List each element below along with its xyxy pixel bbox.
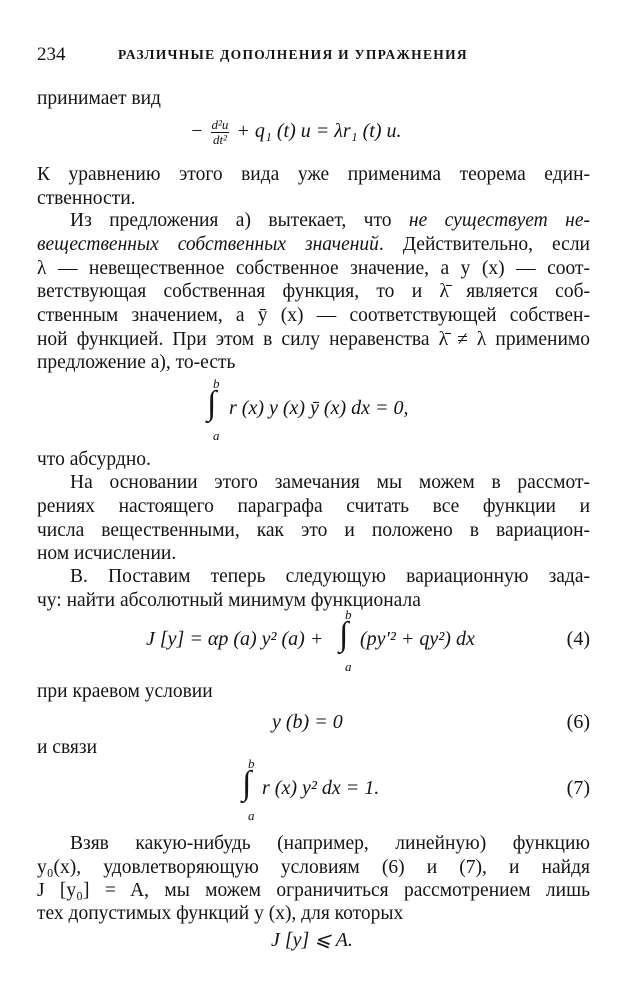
text-line: и связи <box>37 737 98 758</box>
emphasis-text: не существует не- <box>408 210 590 231</box>
minus-sign: − <box>190 120 204 143</box>
fraction-numerator: d²u <box>211 117 229 132</box>
text-line: чу: найти абсолютный минимум функционала <box>37 590 421 611</box>
integral-lower-limit: a <box>345 659 352 674</box>
integral-body: r (x) y (x) ȳ (x) dx = 0, <box>229 397 409 419</box>
text-span: Из предложения а) вытекает, что <box>70 210 409 231</box>
equation-4 <box>146 603 506 673</box>
equation-number: (4) <box>566 628 590 650</box>
integral-body: r (x) y² dx = 1. <box>262 777 380 799</box>
text-line: рениях настоящего параграфа считать все функции и <box>37 496 590 517</box>
integral-lower-limit: a <box>213 428 220 443</box>
text-line <box>70 209 590 233</box>
text-line: ной функцией. При этом в силу неравенства λ̄ ≠ λ применимо <box>37 329 590 350</box>
text-line: ственности. <box>37 188 136 209</box>
emphasis-text: вещественных собственных значений <box>37 234 379 255</box>
fraction-denominator: dt² <box>212 132 227 147</box>
running-title: РАЗЛИЧНЫЕ ДОПОЛНЕНИЯ И УПРАЖНЕНИЯ <box>118 47 468 62</box>
text-line: На основании этого замечания мы можем в рассмот- <box>70 472 590 493</box>
equation-rhs: + q₁ (t) u = λr₁ (t) u. <box>236 120 402 143</box>
text-line: ственным значением, а ȳ (x) — соответствующей собствен- <box>37 305 590 326</box>
integrand: (py′² + qy²) dx <box>360 628 475 650</box>
page-number: 234 <box>37 44 66 65</box>
text-line: ном исчислении. <box>37 543 177 564</box>
text-line: В. Поставим теперь следующую вариационную зада- <box>70 566 590 587</box>
text-line: λ — невещественное собственное значение, а y (x) — соот- <box>37 258 590 279</box>
text-line: y₀(x), удовлетворяющую условиям (6) и (7), и найдя <box>37 857 590 878</box>
equation-2 <box>205 372 435 442</box>
equation-6: y (b) = 0 <box>272 711 343 733</box>
equation-number: (7) <box>566 777 590 799</box>
functional-lhs: J [y] = αp (a) y² (a) + <box>146 628 324 650</box>
equation-number: (6) <box>566 711 590 733</box>
integral-lower-limit: a <box>248 808 255 823</box>
equation-1 <box>190 118 402 147</box>
text-line: предложение а), то-есть <box>37 352 236 373</box>
integral-sign: ∫ <box>242 765 252 802</box>
text-line: тех допустимых функций y (x), для которых <box>37 903 404 924</box>
text-line <box>37 233 590 257</box>
text-line: J [y₀] = A, мы можем ограничиться рассмотрением лишь <box>37 880 590 901</box>
integral-sign: ∫ <box>207 385 217 422</box>
text-line: принимает вид <box>37 88 161 109</box>
text-line: числа вещественными, как это и положено в вариацион- <box>37 520 590 541</box>
equation-8: J [y] ⩽ A. <box>271 929 353 951</box>
derivative-fraction <box>211 118 230 147</box>
integral-upper-limit: b <box>213 376 220 391</box>
integral-upper-limit: b <box>248 756 255 771</box>
text-line: что абсурдно. <box>37 449 151 470</box>
integral-sign: ∫ <box>339 616 349 653</box>
equation-7 <box>240 752 420 822</box>
text-line: Взяв какую-нибудь (например, линейную) функцию <box>70 833 590 854</box>
text-line: ветствующая собственная функция, то и λ̄ является соб- <box>37 281 590 302</box>
text-span: . Действительно, если <box>378 234 590 255</box>
text-line: К уравнению этого вида уже применима теорема един- <box>37 164 590 185</box>
integral-upper-limit: b <box>345 607 352 622</box>
text-line: при краевом условии <box>37 681 213 702</box>
